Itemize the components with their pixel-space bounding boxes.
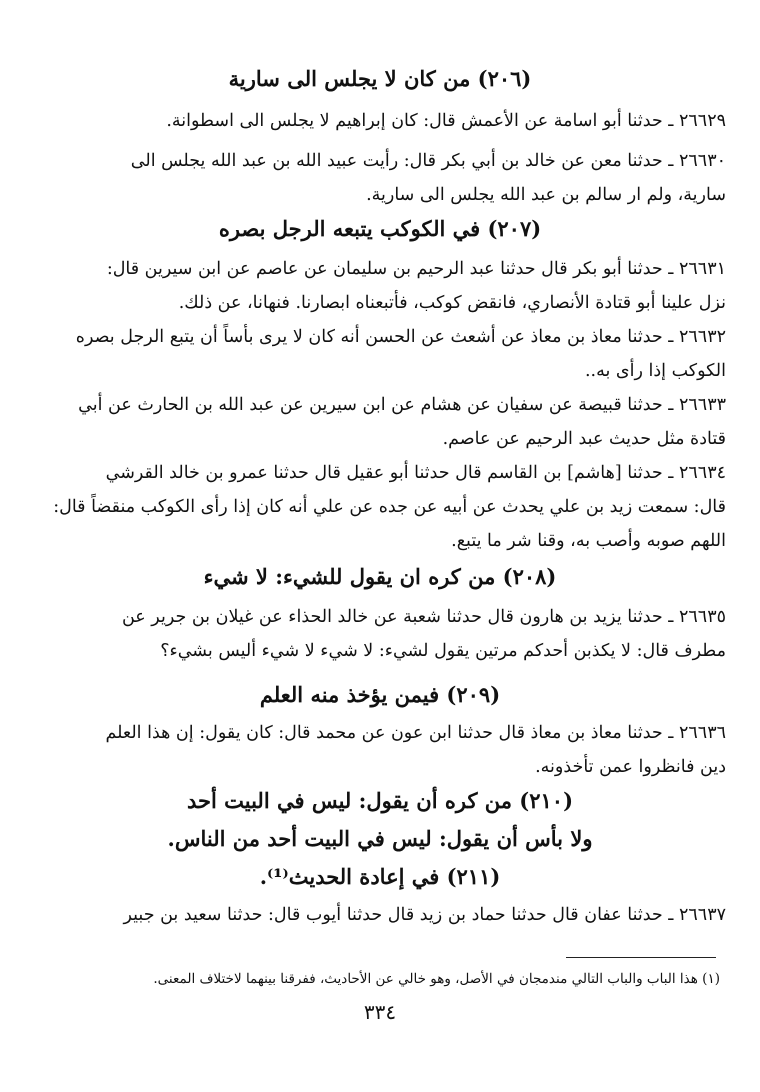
section-heading-210-continued: ولا بأس أن يقول: ليس في البيت أحد من الناس.	[167, 826, 593, 851]
text-line: ٢٦٦٣٣ ـ حدثنا قبيصة عن سفيان عن هشام عن ابن سيرين عن عبد الله بن الحارث عن أبي	[78, 395, 726, 415]
text-line: ٢٦٦٣٧ ـ حدثنا عفان قال حدثنا حماد بن زيد قال حدثنا أيوب قال: حدثنا سعيد بن جبير	[123, 905, 726, 925]
section-heading-207: (٢٠٧) في الكوكب يتبعه الرجل بصره	[218, 216, 542, 241]
text-line: قال: سمعت زيد بن علي يحدث عن أبيه عن جده عن علي أنه كان إذا رأى الكوكب منقضاً قال:	[53, 497, 726, 517]
text-line: ٢٦٦٣٦ ـ حدثنا معاذ بن معاذ قال حدثنا ابن عون عن محمد قال: كان يقول: إن هذا العلم	[105, 723, 726, 743]
text-line: ٢٦٦٢٩ ـ حدثنا أبو اسامة عن الأعمش قال: كان إبراهيم لا يجلس الى اسطوانة.	[166, 111, 726, 131]
text-line: اللهم صوبه وأصب به، وقنا شر ما يتبع.	[451, 531, 726, 551]
footnote: (١) هذا الباب والباب التالي مندمجان في الأصل، وهو خالي عن الأحاديث، ففرقنا بينهما لاختلاف المعنى.	[153, 971, 720, 987]
text-line: سارية، ولم ار سالم بن عبد الله يجلس الى سارية.	[366, 185, 726, 205]
text-line: قتادة مثل حديث عبد الرحيم عن عاصم.	[442, 429, 726, 449]
text-line: ٢٦٦٣١ ـ حدثنا أبو بكر قال حدثنا عبد الرحيم بن سليمان عن عاصم عن ابن سيرين قال:	[106, 259, 726, 279]
hadith-26636	[34, 716, 726, 784]
hadith-26629	[34, 104, 726, 138]
page-number: ٣٣٤	[363, 1000, 397, 1024]
footnote-divider	[566, 957, 716, 958]
text-line: مطرف قال: لا يكذبن أحدكم مرتين يقول لشيء: لا شيء لا شيء أليس بشيء؟	[160, 641, 726, 661]
hadith-26631	[34, 252, 726, 320]
text-line: الكوكب إذا رأى به..	[584, 361, 726, 381]
text-line: ٢٦٦٣٤ ـ حدثنا [هاشم] بن القاسم قال حدثنا أبو عقيل قال حدثنا عمرو بن خالد القرشي	[105, 463, 726, 483]
hadith-26637	[34, 898, 726, 932]
hadith-26634	[34, 456, 726, 558]
hadith-26630	[34, 144, 726, 212]
hadith-26635	[34, 600, 726, 668]
text-line: ٢٦٦٣٥ ـ حدثنا يزيد بن هارون قال حدثنا شعبة عن خالد الحذاء عن غيلان بن جرير عن	[121, 607, 726, 627]
text-line: ٢٦٦٣٠ ـ حدثنا معن عن خالد بن أبي بكر قال: رأيت عبيد الله بن عبد الله يجلس الى	[130, 151, 726, 171]
section-heading-209: (٢٠٩) فيمن يؤخذ منه العلم	[259, 682, 501, 707]
text-line: ٢٦٦٣٢ ـ حدثنا معاذ بن معاذ عن أشعث عن الحسن أنه كان لا يرى بأساً أن يتبع الرجل بصره	[75, 327, 726, 347]
section-heading-211: (٢١١) في إعادة الحديث⁽¹⁾.	[259, 864, 501, 889]
hadith-26633	[34, 388, 726, 456]
section-heading-210: (٢١٠) من كره أن يقول: ليس في البيت أحد	[186, 788, 574, 813]
section-heading-208: (٢٠٨) من كره ان يقول للشيء: لا شيء	[203, 564, 557, 589]
hadith-26632	[34, 320, 726, 388]
text-line: نزل علينا أبو قتادة الأنصاري، فانقض كوكب، فأتبعناه ابصارنا. فنهانا، عن ذلك.	[178, 293, 726, 313]
text-line: دين فانظروا عمن تأخذونه.	[535, 757, 726, 777]
section-heading-206: (٢٠٦) من كان لا يجلس الى سارية	[228, 66, 532, 91]
